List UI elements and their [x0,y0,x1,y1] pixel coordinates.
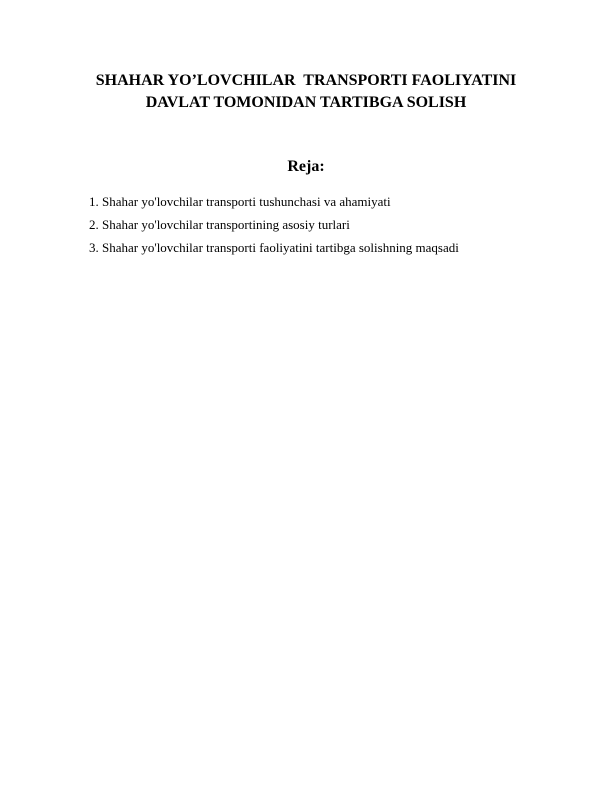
plan-heading: Reja: [287,158,325,175]
document-title-line-1: SHAHAR YO’LOVCHILAR TRANSPORTI FAOLIYATINI [95,72,517,89]
plan-item-3: 3. Shahar yo'lovchilar transporti faoliyatini tartibga solishning maqsadi [89,240,459,255]
plan-item-2: 2. Shahar yo'lovchilar transportining asosiy turlari [89,217,350,232]
plan-list [89,190,459,259]
document-title-line-2: DAVLAT TOMONIDAN TARTIBGA SOLISH [145,94,467,111]
plan-item-1: 1. Shahar yo'lovchilar transporti tushunchasi va ahamiyati [89,194,391,209]
